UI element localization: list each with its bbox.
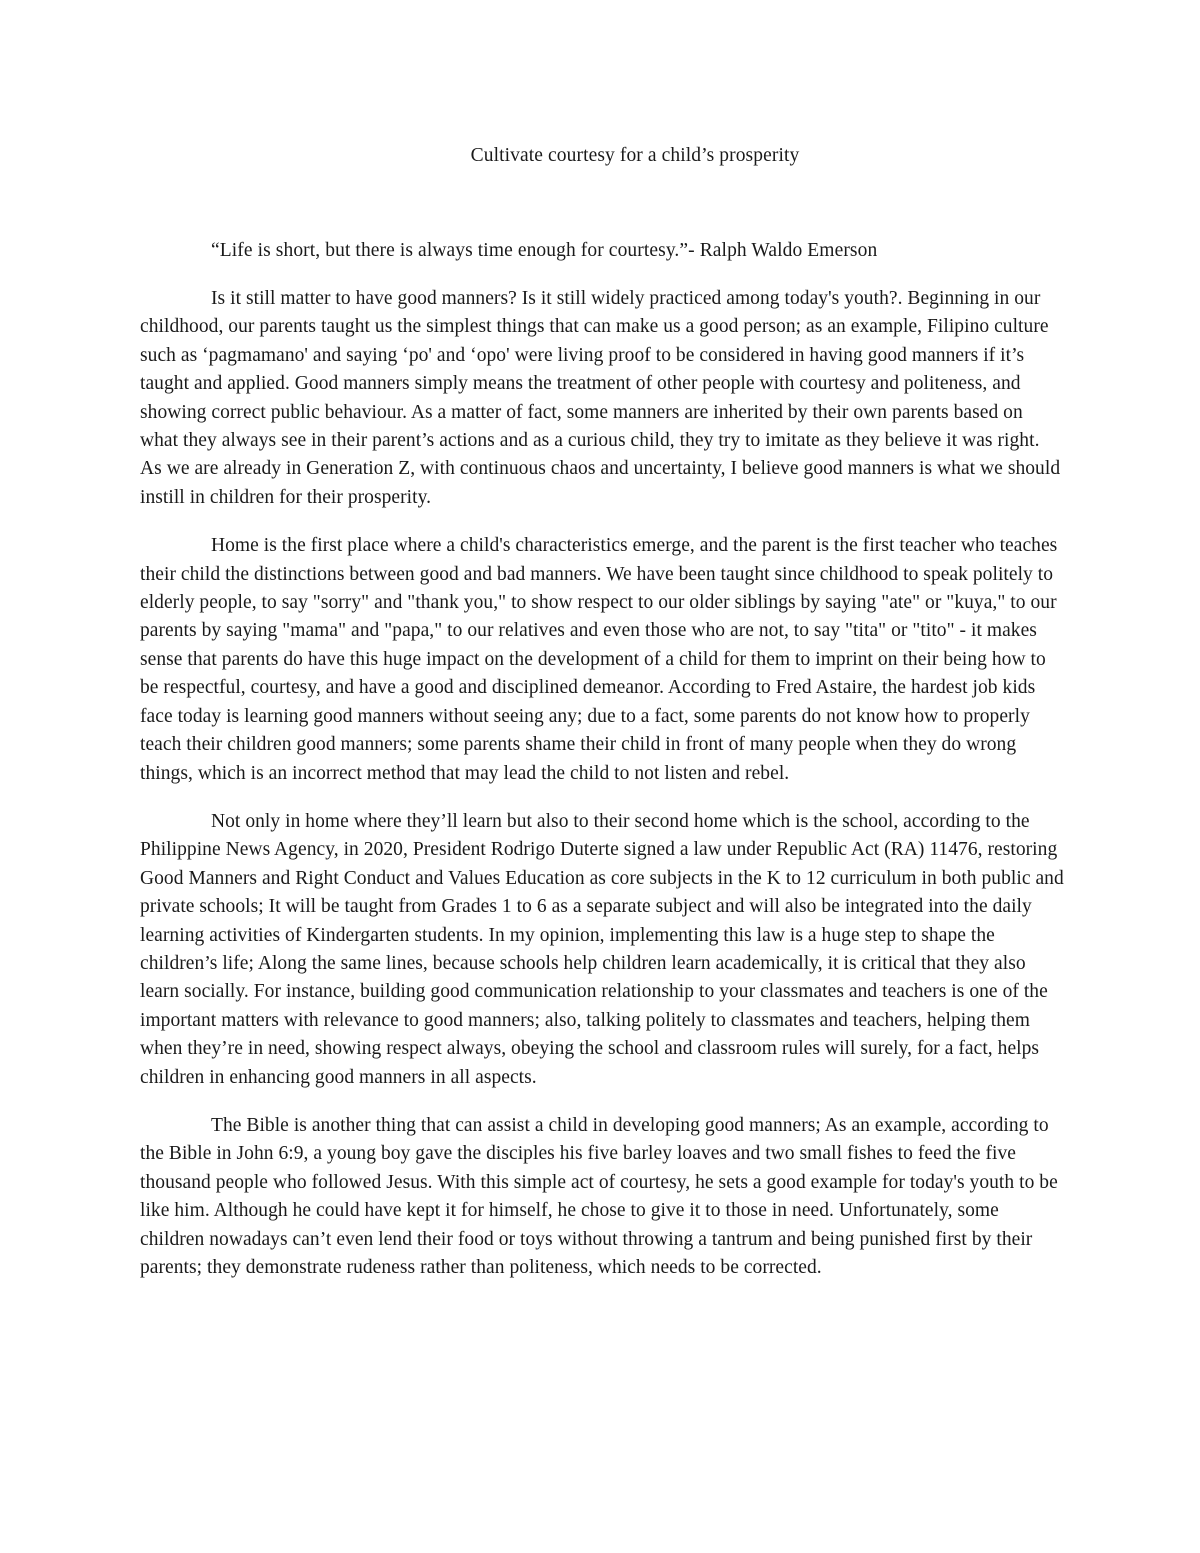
- document-title: Cultivate courtesy for a child’s prosperity: [470, 145, 800, 166]
- paragraph-3: Not only in home where they’ll learn but also to their second home which is the school, according to the Philippine News Agency, in 2020, President Rodrigo Duterte signed a law under Republic Act (RA) 11476, restoring Good Manners and Right Conduct and Values Education as core subjects in the K to 12 curriculum in both public and private schools; It will be taught from Grades 1 to 6 as a separate subject and will also be integrated into the daily learning activities of Kindergarten students. In my opinion, implementing this law is a huge step to shape the children’s life; Along the same lines, because schools help children learn academically, it is critical that they also learn socially. For instance, building good communication relationship to your classmates and teachers is one of the important matters with relevance to good manners; also, talking politely to classmates and teachers, helping them when they’re in need, showing respect always, obeying the school and classroom rules will surely, for a fact, helps children in enhancing good manners in all aspects.: [140, 810, 1064, 1088]
- paragraph-4: The Bible is another thing that can assist a child in developing good manners; As an example, according to the Bible in John 6:9, a young boy gave the disciples his five barley loaves and two small fishes to feed the five thousand people who followed Jesus. With this simple act of courtesy, he sets a good example for today's youth to be like him. Although he could have kept it for himself, he chose to give it to those in need. Unfortunately, some children nowadays can’t even lend their food or toys without throwing a tantrum and being punished first by their parents; they demonstrate rudeness rather than politeness, which needs to be corrected.: [140, 1114, 1058, 1278]
- epigraph-quote: “Life is short, but there is always time enough for courtesy.”- Ralph Waldo Emerson: [211, 240, 878, 261]
- paragraph-1: Is it still matter to have good manners? Is it still widely practiced among today's youth?. Beginning in our childhood, our parents taught us the simplest things that can make us a good person; as an example, Filipino culture such as ‘pagmamano' and saying ‘po' and ‘opo' were living proof to be considered in having good manners if it’s taught and applied. Good manners simply means the treatment of other people with courtesy and politeness, and showing correct public behaviour. As a matter of fact, some manners are inherited by their own parents based on what they always see in their parent’s actions and as a curious child, they try to imitate as they believe it was right. As we are already in Generation Z, with continuous chaos and uncertainty, I believe good manners is what we should instill in children for their prosperity.: [140, 288, 1061, 508]
- essay-body: [140, 285, 1064, 1302]
- paragraph-2: Home is the first place where a child's characteristics emerge, and the parent is the first teacher who teaches their child the distinctions between good and bad manners. We have been taught since childhood to speak politely to elderly people, to say "sorry" and "thank you," to show respect to our older siblings by saying "ate" or "kuya," to our parents by saying "mama" and "papa," to our relatives and even those who are not, to say "tita" or "tito" - it makes sense that parents do have this huge impact on the development of a child for them to imprint on their being how to be respectful, courtesy, and have a good and disciplined demeanor. According to Fred Astaire, the hardest job kids face today is learning good manners without seeing any; due to a fact, some parents do not know how to properly teach their children good manners; some parents shame their child in front of many people when they do wrong things, which is an incorrect method that may lead the child to not listen and rebel.: [140, 535, 1058, 784]
